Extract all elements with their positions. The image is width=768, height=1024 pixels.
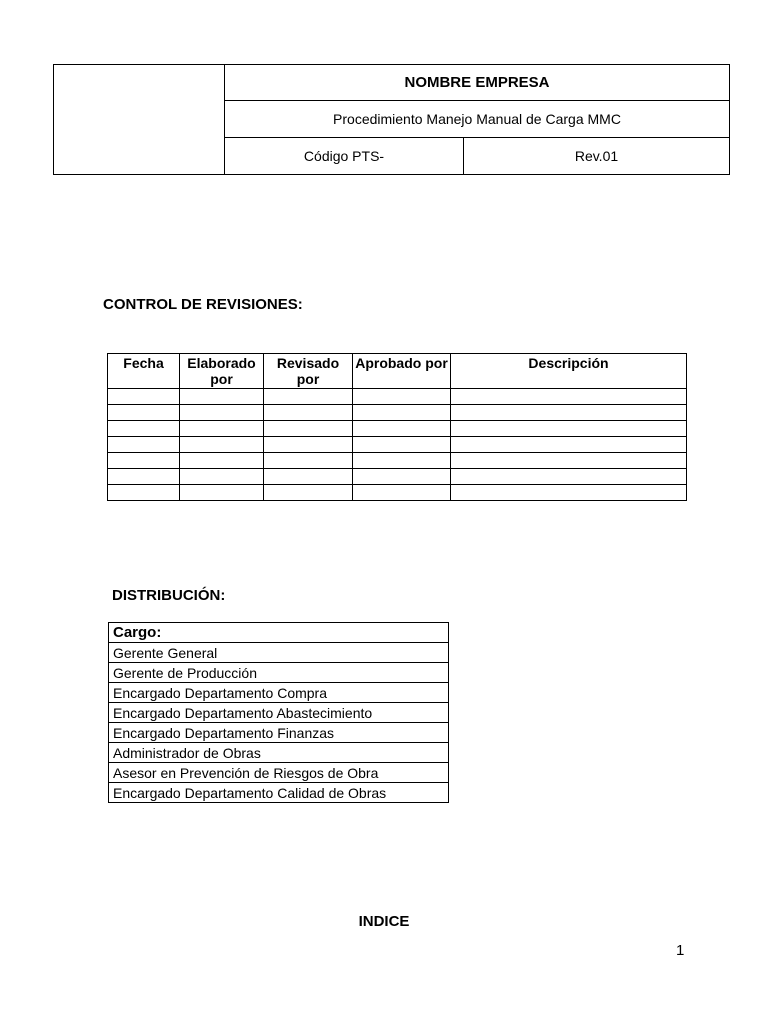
distribution-role: Encargado Departamento Finanzas (109, 723, 449, 743)
table-cell (353, 405, 451, 421)
table-cell (108, 437, 180, 453)
distribution-title: DISTRIBUCIÓN: (112, 587, 226, 604)
procedure-title: Procedimiento Manejo Manual de Carga MMC (225, 101, 730, 138)
column-header-date: Fecha (108, 354, 180, 389)
list-item (109, 783, 449, 803)
table-cell (264, 421, 353, 437)
distribution-role: Gerente de Producción (109, 663, 449, 683)
table-cell (108, 469, 180, 485)
company-name: NOMBRE EMPRESA (225, 65, 730, 101)
distribution-role: Administrador de Obras (109, 743, 449, 763)
table-cell (264, 485, 353, 501)
revisions-table (107, 353, 687, 501)
table-cell (451, 485, 687, 501)
revisions-body (108, 389, 687, 501)
table-cell (264, 389, 353, 405)
distribution-header-row (109, 623, 449, 643)
table-cell (451, 437, 687, 453)
list-item (109, 663, 449, 683)
cargo-header: Cargo: (109, 623, 449, 643)
column-header-approved-by: Aprobado por (353, 354, 451, 389)
document-header (53, 64, 730, 175)
table-cell (353, 469, 451, 485)
list-item (109, 723, 449, 743)
list-item (109, 743, 449, 763)
index-title: INDICE (358, 913, 410, 930)
table-cell (180, 437, 264, 453)
table-row (108, 485, 687, 501)
list-item (109, 643, 449, 663)
document-code: Código PTS- (225, 138, 464, 175)
table-row (108, 453, 687, 469)
column-header-description: Descripción (451, 354, 687, 389)
table-cell (451, 453, 687, 469)
column-header-reviewed-by: Revisado por (264, 354, 353, 389)
table-row (108, 405, 687, 421)
table-row (108, 389, 687, 405)
table-cell (353, 437, 451, 453)
table-cell (108, 405, 180, 421)
table-cell (108, 389, 180, 405)
logo-cell (54, 65, 225, 175)
table-cell (264, 405, 353, 421)
table-cell (180, 453, 264, 469)
table-cell (451, 421, 687, 437)
list-item (109, 703, 449, 723)
table-cell (353, 389, 451, 405)
distribution-role: Encargado Departamento Abastecimiento (109, 703, 449, 723)
table-cell (180, 469, 264, 485)
table-cell (108, 421, 180, 437)
revisions-header-row (108, 354, 687, 389)
table-cell (108, 453, 180, 469)
distribution-table (108, 622, 449, 803)
revisions-title: CONTROL DE REVISIONES: (103, 296, 303, 313)
table-cell (108, 485, 180, 501)
table-cell (451, 405, 687, 421)
table-row (108, 437, 687, 453)
table-cell (353, 485, 451, 501)
table-cell (353, 421, 451, 437)
table-row (108, 469, 687, 485)
table-cell (353, 453, 451, 469)
distribution-role: Gerente General (109, 643, 449, 663)
table-cell (180, 421, 264, 437)
page-number: 1 (676, 942, 685, 959)
table-cell (451, 469, 687, 485)
distribution-role: Encargado Departamento Compra (109, 683, 449, 703)
table-cell (180, 389, 264, 405)
list-item (109, 763, 449, 783)
table-cell (264, 469, 353, 485)
table-row (108, 421, 687, 437)
distribution-role: Encargado Departamento Calidad de Obras (109, 783, 449, 803)
table-cell (264, 437, 353, 453)
table-cell (264, 453, 353, 469)
column-header-prepared-by: Elaborado por (180, 354, 264, 389)
distribution-role: Asesor en Prevención de Riesgos de Obra (109, 763, 449, 783)
table-cell (451, 389, 687, 405)
revision-number: Rev.01 (464, 138, 730, 175)
table-cell (180, 405, 264, 421)
list-item (109, 683, 449, 703)
table-cell (180, 485, 264, 501)
